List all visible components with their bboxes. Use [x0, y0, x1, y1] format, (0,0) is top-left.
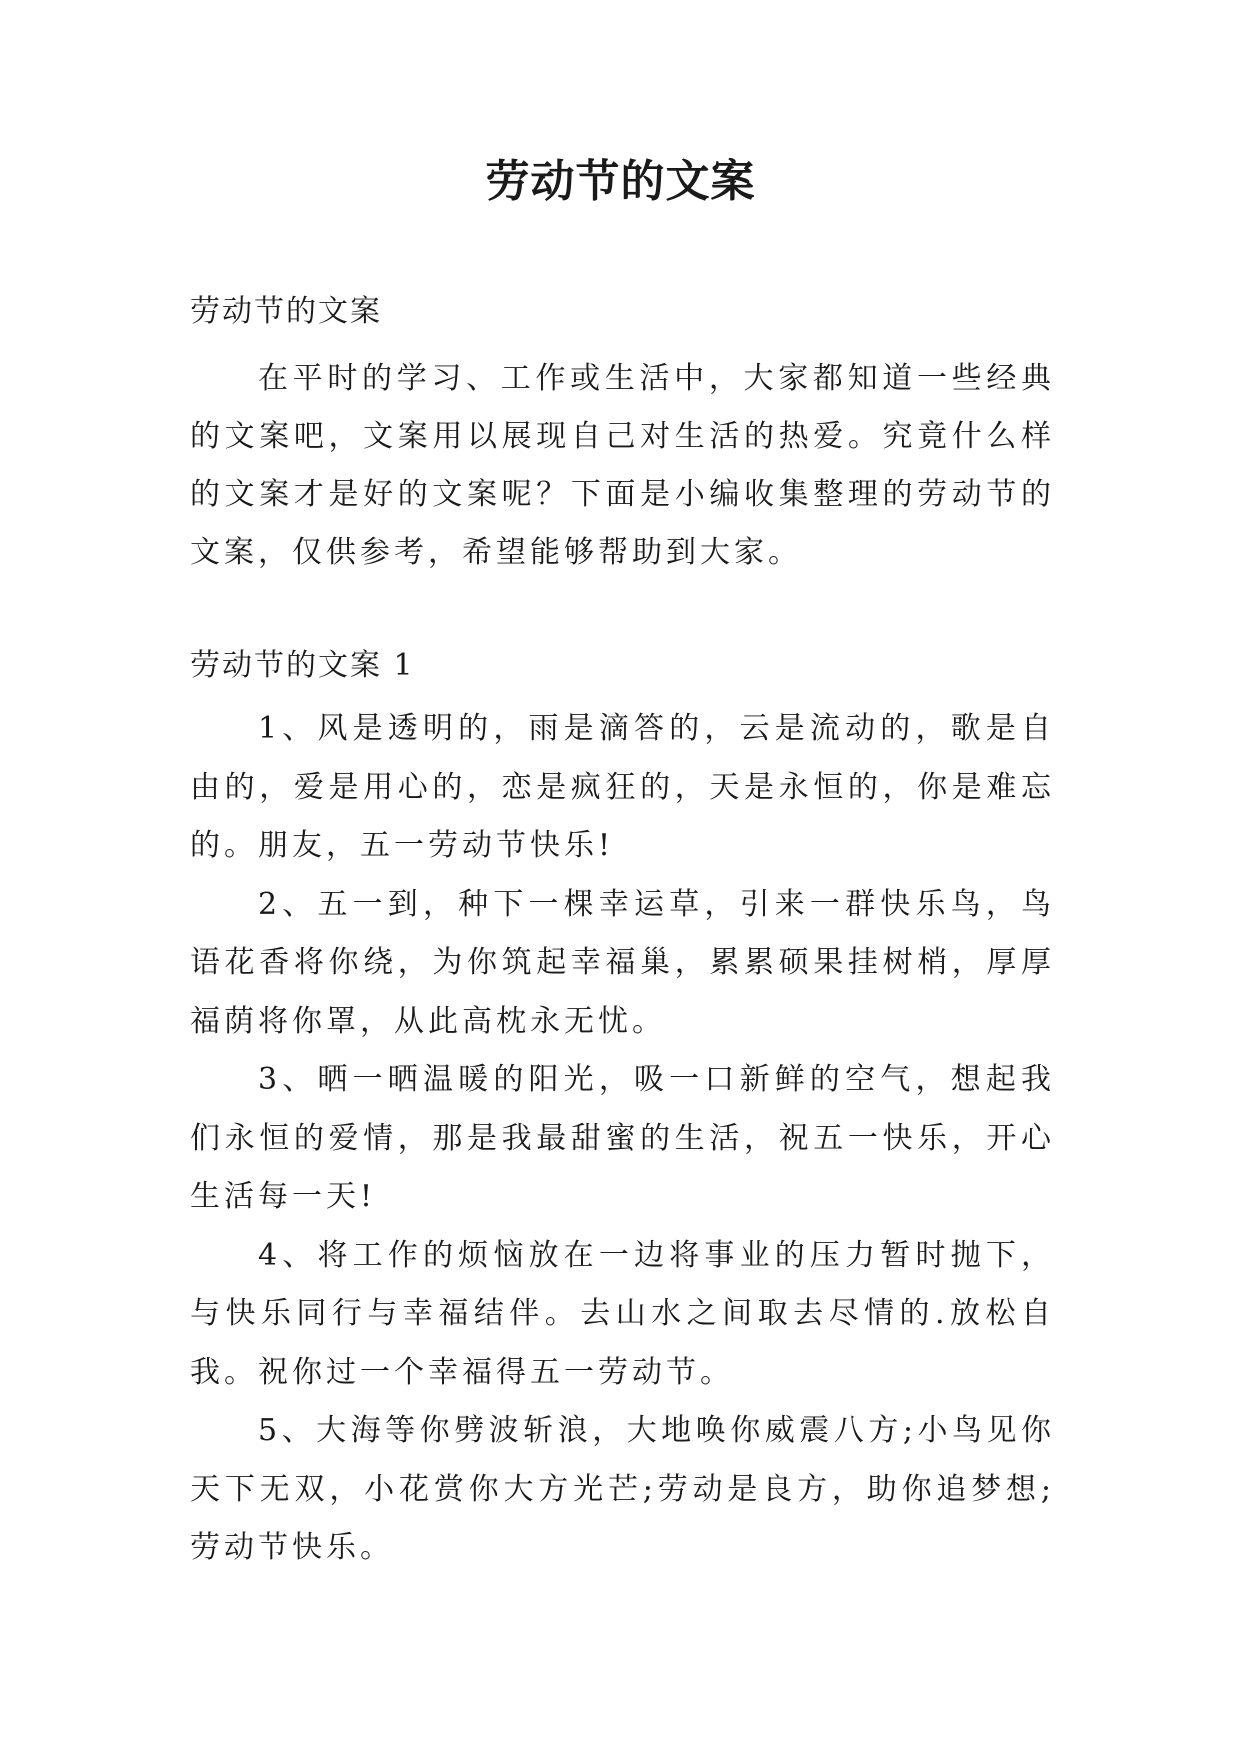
- copy-list: [190, 700, 1055, 1578]
- copy-item-2: 2、五一到，种下一棵幸运草，引来一群快乐鸟，鸟语花香将你绕，为你筑起幸福巢，累累硕果挂树梢，厚厚福荫将你罩，从此高枕永无忧。: [190, 886, 1055, 1039]
- copy-item-4: 4、将工作的烦恼放在一边将事业的压力暂时抛下，与快乐同行与幸福结伴。去山水之间取去尽情的.放松自我。祝你过一个幸福得五一劳动节。: [190, 1237, 1055, 1390]
- intro-paragraph: 在平时的学习、工作或生活中，大家都知道一些经典的文案吧，文案用以展现自己对生活的热爱。究竟什么样的文案才是好的文案呢？下面是小编收集整理的劳动节的文案，仅供参考，希望能够帮助到大家。: [190, 361, 1055, 570]
- copy-item-5: 5、大海等你劈波斩浪，大地唤你威震八方;小鸟见你天下无双，小花赏你大方光芒;劳动是良方，助你追梦想;劳动节快乐。: [190, 1413, 1055, 1565]
- section-heading: 劳动节的文案 1: [190, 648, 415, 683]
- copy-item-1: 1、风是透明的，雨是滴答的，云是流动的，歌是自由的，爱是用心的，恋是疯狂的，天是永恒的，你是难忘的。朋友，五一劳动节快乐!: [190, 711, 1055, 863]
- copy-item-3: 3、晒一晒温暖的阳光，吸一口新鲜的空气，想起我们永恒的爱情，那是我最甜蜜的生活，祝五一快乐，开心生活每一天!: [190, 1062, 1055, 1214]
- document-title: 劳动节的文案: [485, 156, 756, 207]
- intro-heading: 劳动节的文案: [190, 294, 382, 329]
